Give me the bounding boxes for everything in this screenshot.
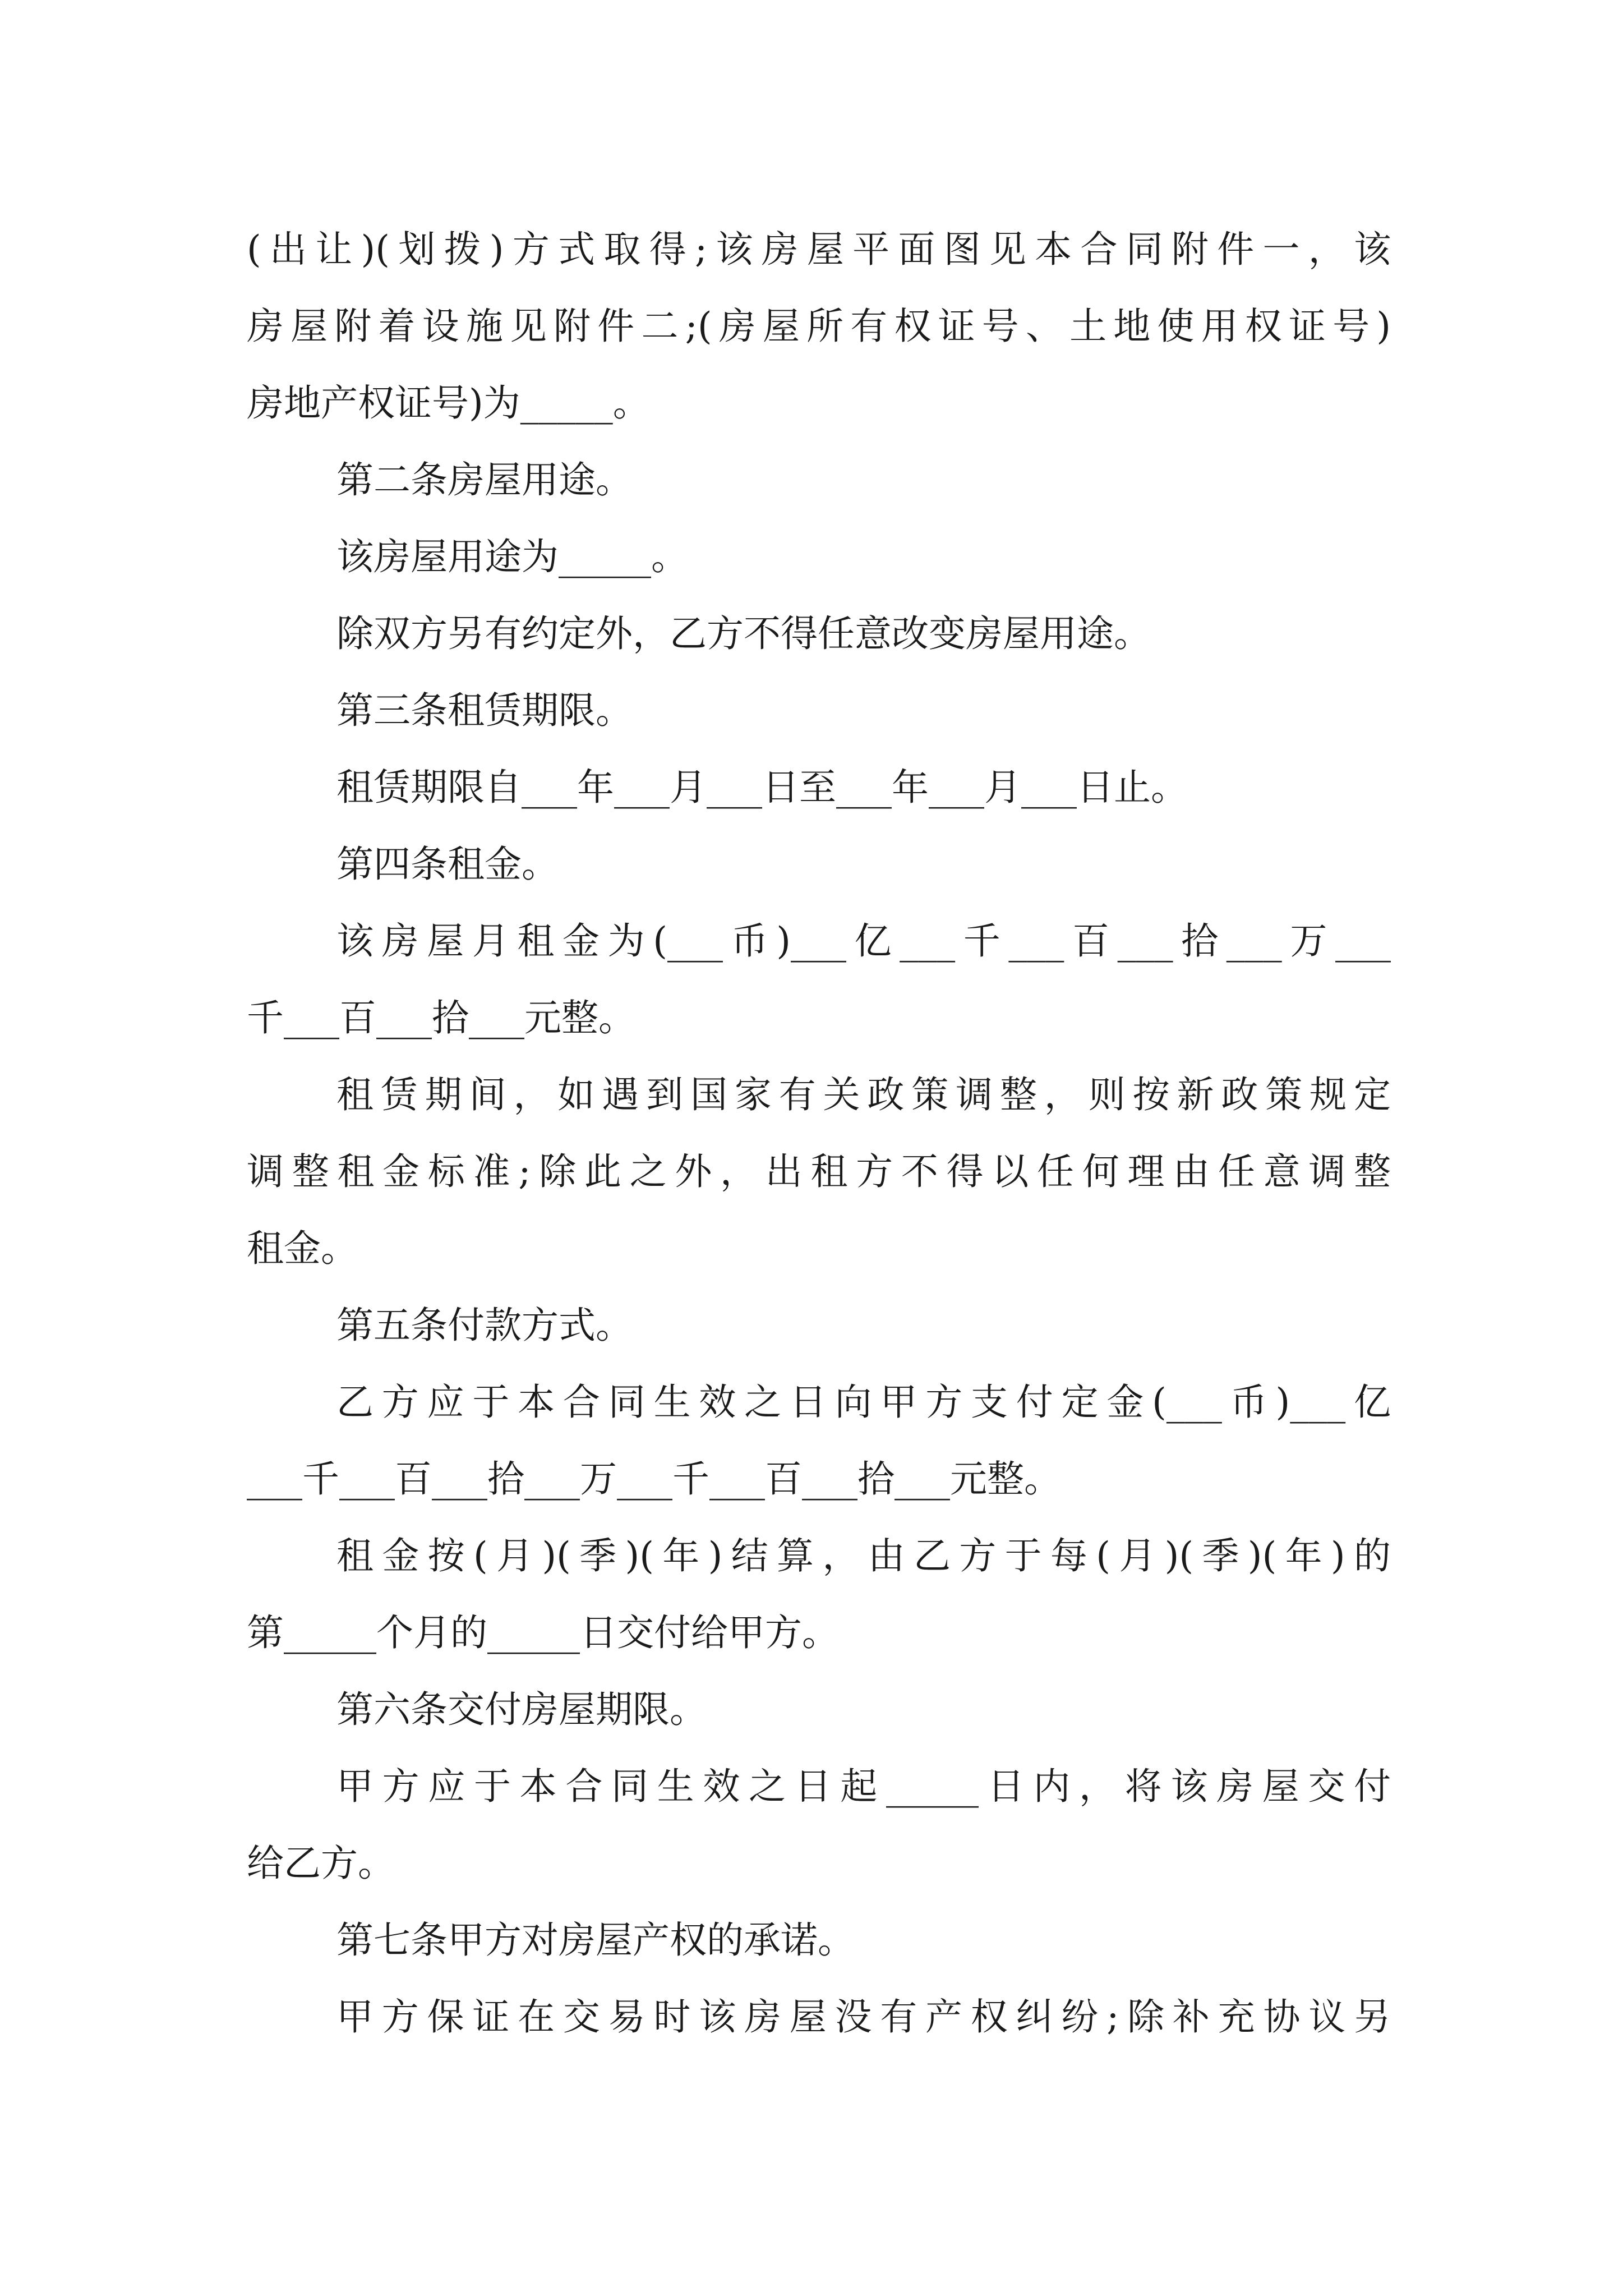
text-line: 租金按(月)(季)(年)结算，由乙方于每(月)(季)(年)的 [336, 1534, 1391, 1577]
text-line: 第二条房屋用途。 [336, 458, 633, 501]
text-line: 第三条租赁期限。 [336, 689, 633, 732]
text-line: 甲方保证在交易时该房屋没有产权纠纷;除补充协议另 [336, 1995, 1391, 2039]
text-line: 甲方应于本合同生效之日起_____日内，将该房屋交付 [336, 1765, 1391, 1808]
text-line: 租金。 [247, 1227, 358, 1270]
text-line: 乙方应于本合同生效之日向甲方支付定金(___币)___亿 [336, 1381, 1391, 1424]
text-line: 千___百___拾___元整。 [247, 996, 635, 1039]
text-line: 该房屋月租金为(___币)___亿___千___百___拾___万___ [336, 919, 1391, 963]
text-line: 租赁期间，如遇到国家有关政策调整，则按新政策规定 [336, 1073, 1391, 1116]
text-line: 第六条交付房屋期限。 [336, 1688, 707, 1731]
text-line: 第七条甲方对房屋产权的承诺。 [336, 1918, 855, 1962]
text-line: 房地产权证号)为_____。 [247, 381, 650, 425]
text-line: 租赁期限自___年___月___日至___年___月___日止。 [336, 766, 1188, 809]
text-line: 该房屋用途为_____。 [336, 535, 688, 578]
text-line: 房屋附着设施见附件二;(房屋所有权证号、土地使用权证号) [247, 305, 1391, 348]
contract-body [247, 211, 1391, 2055]
text-line: 第_____个月的_____日交付给甲方。 [247, 1611, 839, 1654]
text-line: 除双方另有约定外，乙方不得任意改变房屋用途。 [336, 612, 1151, 655]
text-line: (出让)(划拨)方式取得;该房屋平面图见本合同附件一，该 [247, 228, 1391, 271]
text-line: 调整租金标准;除此之外，出租方不得以任何理由任意调整 [247, 1150, 1391, 1193]
text-line: 给乙方。 [247, 1842, 395, 1885]
text-line: 第五条付款方式。 [336, 1304, 633, 1347]
text-line: ___千___百___拾___万___千___百___拾___元整。 [247, 1457, 1061, 1501]
text-line: 第四条租金。 [336, 843, 559, 886]
